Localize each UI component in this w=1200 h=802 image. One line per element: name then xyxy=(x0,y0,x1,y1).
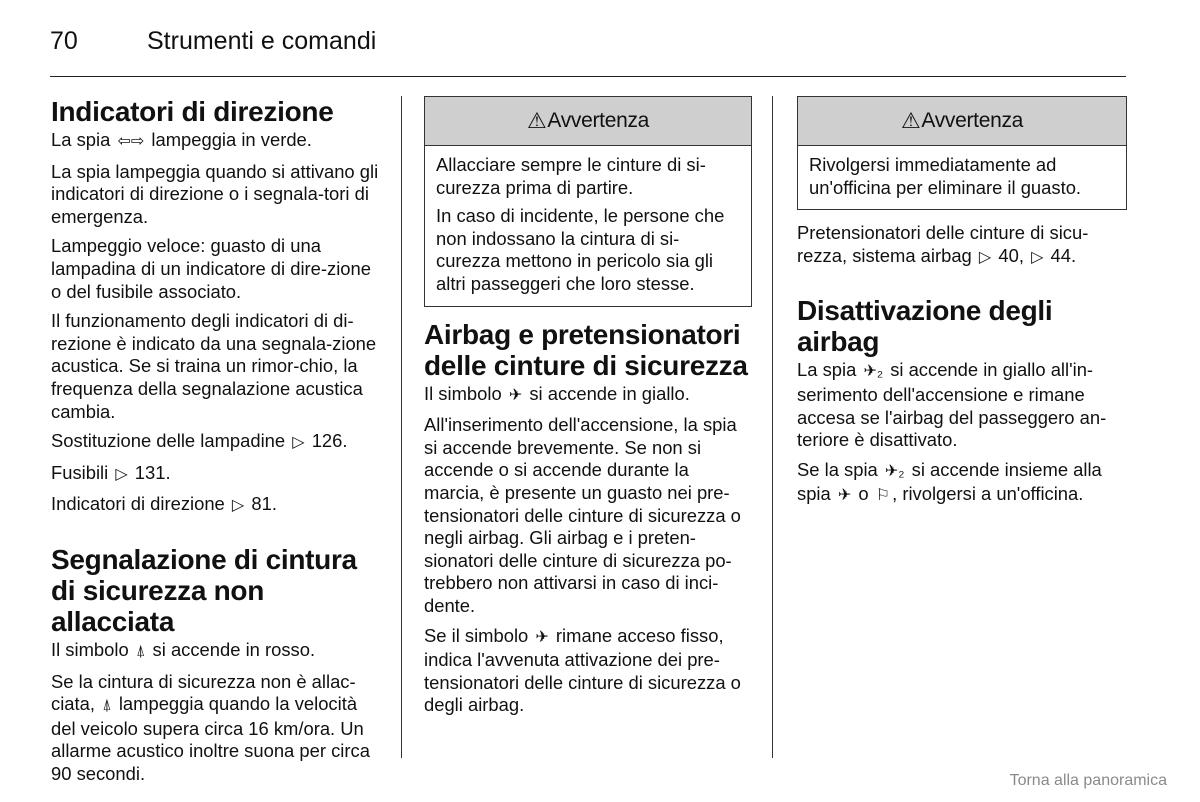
paragraph: La spia lampeggia quando si attivano gli indicatori di direzione o i segnala-tori di emergenza. xyxy=(51,160,379,227)
warning-box xyxy=(797,96,1127,210)
warning-label: Avvertenza xyxy=(547,108,650,132)
airbag-icon: ✈ xyxy=(837,487,852,505)
paragraph: Allacciare sempre le cinture di si-curezza prima di partire. xyxy=(436,154,706,198)
column-divider xyxy=(772,96,773,758)
paragraph: Rivolgersi immediatamente ad un'officina per eliminare il guasto. xyxy=(809,154,1082,198)
back-to-overview-link[interactable]: Torna alla panoramica xyxy=(1009,772,1167,789)
page-ref-icon: ▷ xyxy=(292,434,305,452)
paragraph: Il funzionamento degli indicatori di di-rezione è indicato da una segnala-zione acustica. Se si traina un rimor-chio, la frequenza della segnalazione acustica cambia. xyxy=(51,310,377,422)
warning-header xyxy=(425,97,751,146)
page-reference[interactable]: Sostituzione delle lampadine ▷ 126. xyxy=(51,430,348,452)
turn-signal-icon: ⇦⇨ xyxy=(117,133,145,150)
page-ref-icon: ▷ xyxy=(231,497,245,515)
page-header xyxy=(50,26,1126,77)
page-reference[interactable]: Indicatori di direzione ▷ 81. xyxy=(51,493,277,515)
paragraph: All'inserimento dell'accensione, la spia si accende brevemente. Se non si accende o si accende durante la marcia, è presente un guasto nei pre-tensionatori delle cinture di sicurezza o negli airbag. Gli airbag e i preten-sionatori delle cinture di sicurezza po-trebbero non attivarsi in caso di inci-dente. xyxy=(424,414,741,616)
paragraph: In caso di incidente, le persone che non indossano la cintura di si-curezza mettono in pericolo sia gli altri passeggeri che loro stesse. xyxy=(436,205,725,294)
page-ref-icon: ▷ xyxy=(1031,248,1044,266)
heading-seatbelt-reminder: Segnalazione di cintura di sicurezza non allacciata xyxy=(51,543,357,637)
airbag-icon: ✈ xyxy=(535,628,549,646)
warning-box xyxy=(424,96,752,307)
paragraph: La spia ✈₂ si accende in giallo all'in-serimento dell'accensione e rimane accesa se l'airbag del passeggero an-teriore è disattivato. xyxy=(797,359,1107,451)
warning-header xyxy=(798,97,1126,146)
paragraph: Il simbolo ⍋ si accende in rosso. xyxy=(51,638,316,660)
paragraph: Il simbolo ✈ si accende in giallo. xyxy=(424,382,690,404)
warning-body xyxy=(798,146,1126,209)
page-ref-icon: ▷ xyxy=(978,248,992,266)
seatbelt-icon: ⍋ xyxy=(102,697,112,715)
page-reference[interactable]: Fusibili ▷ 131. xyxy=(51,461,171,483)
paragraph: Se la cintura di sicurezza non è allac-ciata, ⍋ lampeggia quando la velocità del veicolo supera circa 16 km/ora. Un allarme acustico inoltre suona per circa 90 secondi. xyxy=(51,670,370,784)
page-ref-icon: ▷ xyxy=(115,465,128,483)
airbag-off-icon: ✈₂ xyxy=(884,462,905,480)
column-divider xyxy=(401,96,402,758)
page-reference[interactable]: Pretensionatori delle cinture di sicu-rezza, sistema airbag ▷ 40, ▷ 44. xyxy=(797,222,1089,266)
warning-body xyxy=(425,146,751,306)
airbag-off-icon: ✈₂ xyxy=(863,363,884,381)
column-1 xyxy=(51,96,383,792)
paragraph: La spia ⇦⇨ lampeggia in verde. xyxy=(51,129,312,150)
paragraph: Se il simbolo ✈ rimane acceso fisso, indica l'avvenuta attivazione dei pre-tensionatori delle cinture di sicurezza o degli airbag. xyxy=(424,624,741,716)
heading-airbag-pretensioners: Airbag e pretensionatori delle cinture di sicurezza xyxy=(424,318,748,381)
column-2 xyxy=(424,96,752,724)
airbag-alt-icon: ⚐ xyxy=(875,487,891,505)
heading-turn-signals: Indicatori di direzione xyxy=(51,96,334,127)
paragraph: Se la spia ✈₂ si accende insieme alla spia ✈ o ⚐ , rivolgersi a un'officina. xyxy=(797,458,1102,505)
airbag-icon: ✈ xyxy=(508,386,523,404)
column-3 xyxy=(797,96,1127,515)
heading-airbag-deactivation: Disattivazione degli airbag xyxy=(797,295,1053,358)
warning-triangle-icon: ⚠ xyxy=(526,107,547,133)
warning-label: Avvertenza xyxy=(921,108,1024,132)
paragraph: Lampeggio veloce: guasto di una lampadina di un indicatore di dire-zione o del fusibile associato. xyxy=(51,235,371,302)
page-section-title: Strumenti e comandi xyxy=(147,27,377,55)
page-number: 70 xyxy=(50,27,78,55)
warning-triangle-icon: ⚠ xyxy=(900,107,921,133)
seatbelt-icon: ⍋ xyxy=(135,642,146,660)
